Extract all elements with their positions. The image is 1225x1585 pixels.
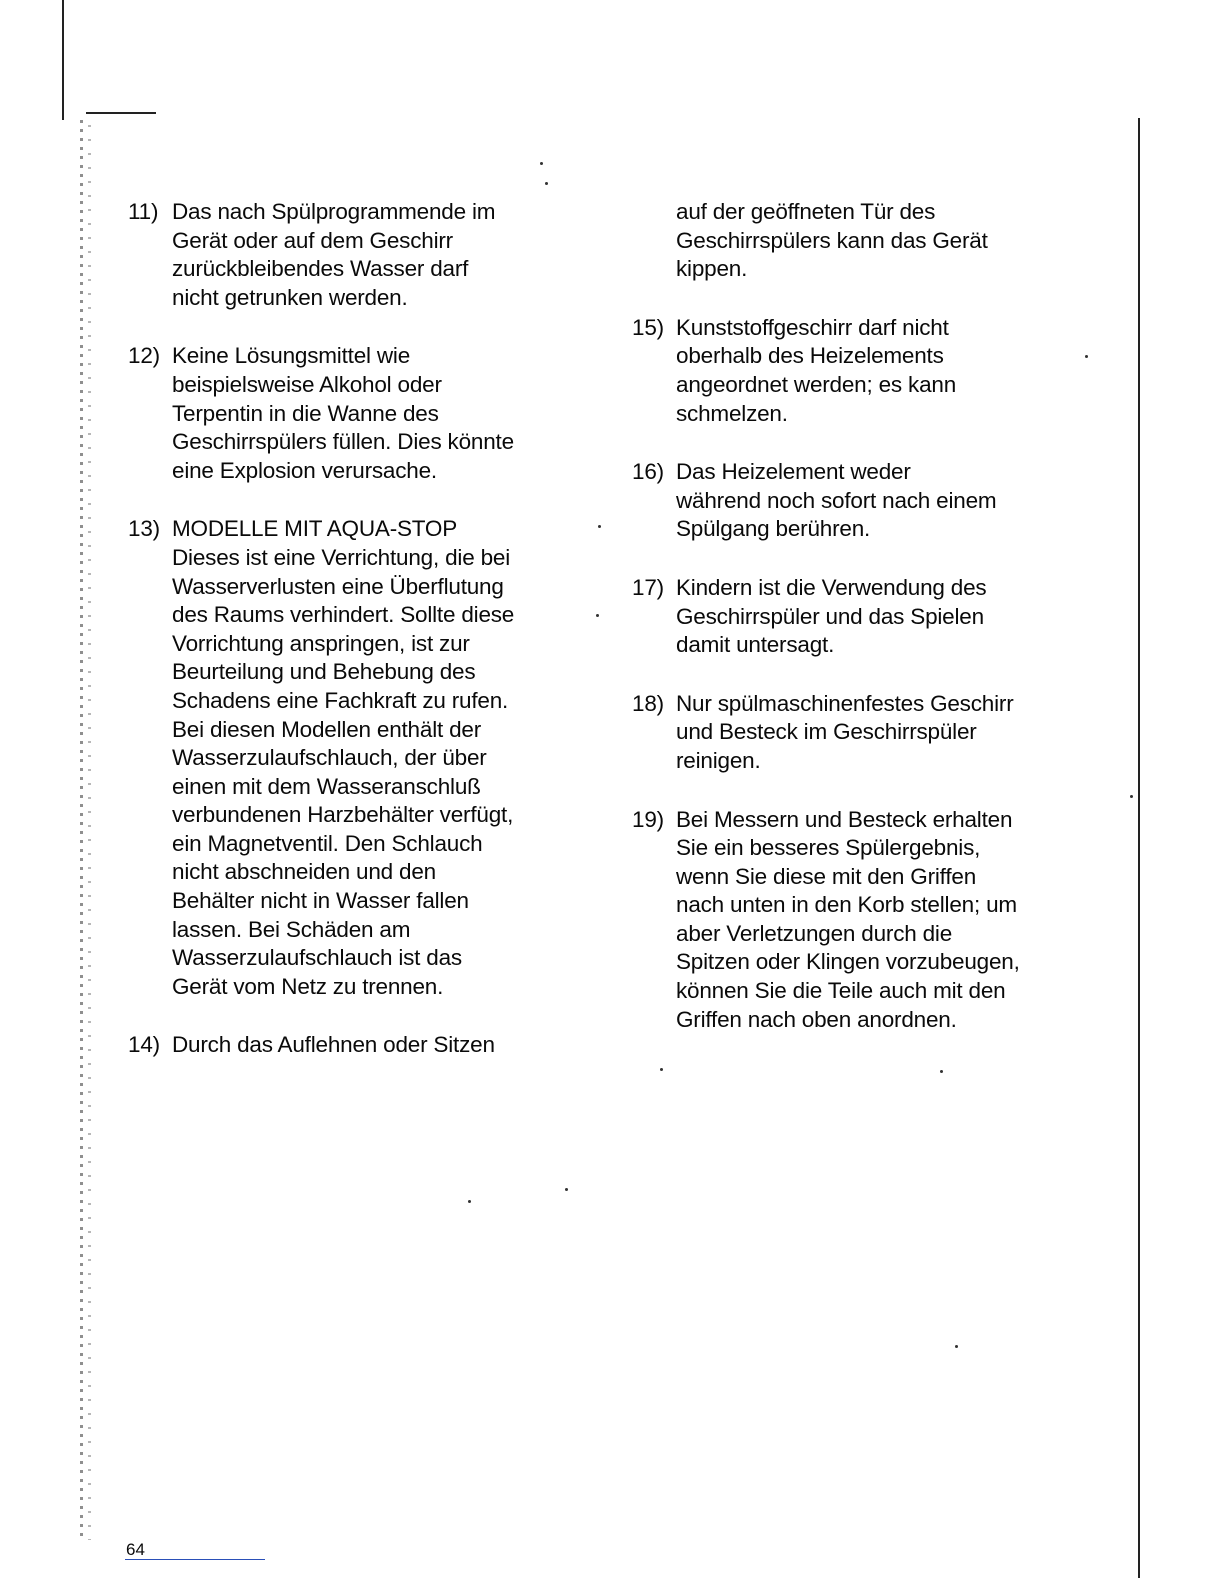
text-line: schmelzen. [676,400,788,426]
list-item-11 [128,198,568,312]
text-line: oberhalb des Heizelements [676,343,944,369]
list-item-15 [632,314,1072,428]
item-text [676,458,1072,544]
text-line: Behälter nicht in Wasser fallen [172,888,469,914]
text-line: während noch sofort nach einem [676,487,997,513]
item-number: 19) [632,806,664,832]
item-number: 17) [632,574,664,600]
text-line: Keine Lösungsmittel wie [172,343,411,369]
item-text [172,515,568,1001]
scan-speck [596,614,599,617]
item-number: 13) [128,516,160,542]
left-column [128,198,568,1060]
item-number: 11) [128,199,159,224]
item-number: 18) [632,690,664,716]
text-line: aber Verletzungen durch die [676,920,953,946]
footer-line [125,1559,265,1560]
scan-speck [940,1070,943,1073]
text-line: Nur spülmaschinenfestes Geschirr [676,690,1014,716]
text-line: Spülgang berühren. [676,516,871,542]
scan-left-rule [62,0,64,120]
text-line: verbundenen Harzbehälter verfügt, [172,802,514,828]
item-number: 14) [128,1032,160,1058]
list-item-18 [632,690,1072,776]
item-number: 15) [632,314,664,340]
item-text [676,806,1072,1035]
scan-speck [955,1345,958,1348]
text-line: des Raums verhindert. Sollte diese [172,602,515,628]
item-number: 12) [128,343,160,369]
text-line: Kindern ist die Verwendung des [676,574,987,600]
scan-speck [1130,795,1133,798]
text-line: Dieses ist eine Verrichtung, die bei [172,544,510,570]
scan-speck [660,1068,663,1071]
text-line: beispielsweise Alkohol oder [172,371,442,397]
list-item-16 [632,458,1072,544]
text-line: Gerät oder auf dem Geschirr [172,227,453,253]
item-text [676,574,1072,660]
scan-speck [565,1188,568,1191]
item-text [676,314,1072,428]
text-line: ein Magnetventil. Den Schlauch [172,830,483,856]
text-line: lassen. Bei Schäden am [172,916,411,942]
text-line: Wasserverlusten eine Überflutung [172,573,504,599]
item-text [676,690,1072,776]
item-text [172,342,568,485]
text-line: eine Explosion verursache. [172,457,437,483]
scan-top-dash [86,112,156,114]
list-item-12 [128,342,568,485]
text-line: Griffen nach oben anordnen. [676,1006,957,1032]
right-column [632,198,1072,1034]
scan-right-rule [1138,118,1140,1578]
text-line: kippen. [676,256,748,282]
text-line: können Sie die Teile auch mit den [676,978,1006,1004]
scan-binding-edge [76,120,98,1540]
text-line: auf der geöffneten Tür des [676,199,936,224]
scan-speck [598,525,601,528]
item-number: 16) [632,459,664,485]
text-line: Das Heizelement weder [676,459,911,485]
text-line: Beurteilung und Behebung des [172,659,476,685]
text-line: Wasserzulaufschlauch, der über [172,745,487,771]
text-line: angeordnet werden; es kann [676,371,957,397]
list-item-14 [128,1031,568,1060]
scan-speck [540,162,543,165]
list-item-17 [632,574,1072,660]
text-line: Geschirrspülers kann das Gerät [676,227,988,253]
list-item-19 [632,806,1072,1035]
text-line: Terpentin in die Wanne des [172,400,439,426]
text-line: Wasserzulaufschlauch ist das [172,945,462,971]
scan-speck [1085,355,1088,358]
text-line: Spitzen oder Klingen vorzubeugen, [676,949,1020,975]
text-line: nicht abschneiden und den [172,859,436,885]
text-line: Geschirrspüler und das Spielen [676,603,984,629]
text-line: wenn Sie diese mit den Griffen [676,863,977,889]
text-line: Bei diesen Modellen enthält der [172,716,482,742]
text-line: Gerät vom Netz zu trennen. [172,973,444,999]
scan-speck [545,182,548,185]
text-line: Vorrichtung anspringen, ist zur [172,630,470,656]
text-line: und Besteck im Geschirrspüler [676,719,977,745]
text-line: nicht getrunken werden. [172,284,408,310]
text-line: Bei Messern und Besteck erhalten [676,806,1013,832]
scan-speck [468,1200,471,1203]
text-line: damit untersagt. [676,632,835,658]
text-line: Kunststoffgeschirr darf nicht [676,314,949,340]
text-line: zurückbleibendes Wasser darf [172,256,469,282]
text-line: Schadens eine Fachkraft zu rufen. [172,687,509,713]
text-line: Das nach Spülprogrammende im [172,199,496,224]
text-line: nach unten in den Korb stellen; um [676,892,1017,918]
text-line: Geschirrspülers füllen. Dies könnte [172,429,514,455]
text-line: reinigen. [676,747,761,773]
text-line: einen mit dem Wasseranschluß [172,773,481,799]
text-line: Durch das Auflehnen oder Sitzen [172,1032,495,1058]
page-number: 64 [126,1540,145,1559]
item-text [172,198,568,312]
text-line: MODELLE MIT AQUA-STOP [172,516,458,542]
item-text [172,1031,568,1060]
list-item-13 [128,515,568,1001]
text-line: Sie ein besseres Spülergebnis, [676,835,981,861]
item-14-continuation [632,198,1072,284]
